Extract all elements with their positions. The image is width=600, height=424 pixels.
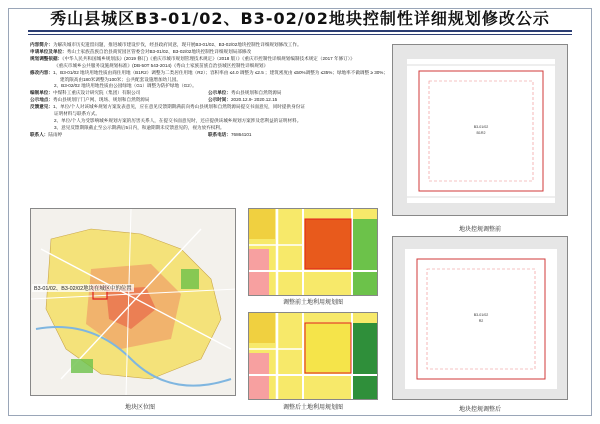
notice-line-text: 中煤科工重庆设计研究院（集团）有限公司 [52, 90, 141, 96]
notice-line-label: 反馈意见： [30, 104, 53, 110]
notice-contact-row [30, 132, 398, 139]
before-plot-code: B3-01/02 [473, 125, 489, 129]
notice-line [30, 56, 398, 63]
location-map-caption: 地块区位图 [124, 405, 155, 411]
location-position-label: B3-01/02、B3-02/02地块在城区中的位置 [34, 286, 132, 292]
notice-feedback-line [30, 104, 398, 111]
notice-line [30, 42, 398, 49]
notice-text-block [30, 42, 398, 139]
notice-feedback-line [30, 118, 398, 125]
notice-org-row [30, 90, 398, 97]
notice-line-text: 3、意见反馈期限截止至公示期满后5日内，和逾期期未反馈意见的，视为放弃权利。 [54, 124, 225, 130]
notice-line-text: 为解决城市历史遗留问题，推进城市建设步伐，经县政府同意，现开展B3-01/02、B3-02/02地块控制性详细规划修改工作。 [52, 42, 302, 47]
notice-line-label: 公示单位： [208, 90, 231, 96]
notice-place-row [30, 97, 398, 104]
before-control-map [392, 44, 568, 216]
notice-line-label: 修改内容： [30, 69, 53, 75]
notice-line [30, 70, 398, 77]
notice-line-text: 陆雨婷 [48, 131, 63, 137]
title-rule [28, 30, 572, 32]
title-bar [0, 0, 600, 32]
notice-line-label: 公示时间： [208, 97, 231, 103]
after-plot-use: R2 [478, 319, 484, 323]
notice-line-label: 规划调整依据： [30, 55, 63, 61]
notice-feedback-line [30, 111, 398, 118]
notice-line-text: 建筑限高由180米调整为100米；公共配套设施增加幼儿园。 [60, 76, 181, 82]
notice-line-label: 编制单位： [30, 90, 53, 96]
location-map-panel [30, 208, 236, 396]
notice-line-text: 秀山县规划厅门户网、现场、规划和自然资源局 [52, 97, 150, 103]
notice-line [30, 77, 398, 84]
notice-line-text: 1、B3-01/02 地块用地性质由商住用地（B1R2）调整为二类居住用地（R2）；容积率由 ≤4.0 调整为 ≤2.5 ；建筑密度由 ≤50%调整为 ≤35%；绿地率不做调整 ≥ 30%； [52, 69, 388, 75]
notice-feedback-line [30, 125, 398, 132]
notice-line [30, 49, 398, 56]
notice-line-text: 《中华人民共和国城乡规划法》(2019 修订)《重庆市城市规划管理技术规定》（2018 版）》《重庆市控制性详细规划编制技术规定（2017 年修订）》 [62, 55, 355, 61]
notice-line-label: 内容简介： [30, 42, 53, 47]
notice-line-text: 秀山土家族苗族自治县商贸园区管委会对B3-01/02、B3-02/02地块控制性详细规划局部修改 [66, 48, 252, 54]
notice-line [30, 63, 398, 70]
notice-line-text: 2、B3-02/02 地块用地性质由公园绿地（G1）调整为防护绿地（G2）。 [54, 83, 197, 89]
notice-line-text: 《重庆市城乡公共服务设施规划标准》(DB-50T 543-2014)《秀山土家族苗族自治县城区控制性详细规划》 [54, 62, 269, 68]
notice-line-label: 联系电话： [208, 131, 231, 137]
notice-line-text: 秀山县规划和自然资源局 [230, 90, 282, 96]
notice-line-label: 申请单位及单位： [30, 48, 67, 54]
notice-line-text: 2020.12.9- 2020.12.15 [230, 97, 278, 103]
notice-line-text: 2、单位/个人为受影响城乡规划方案的厉害关系人，在提交书面意见时，还应提供该城乡规划方案涉及您利益的证明材料。 [54, 117, 302, 123]
notice-line-text: 证明材料与联系方式。 [54, 111, 100, 117]
page-title: 秀山县城区B3-01/02、B3-02/02地块控制性详细规划修改公示 [50, 9, 550, 28]
after-control-map [392, 236, 568, 400]
notice-line-label: 公示地点： [30, 97, 53, 103]
before-plot-use: B1R2 [476, 131, 486, 135]
before-landuse-caption: 调整前土地利用规划图 [282, 300, 343, 306]
notice-line-text: 1、单位/个人对该城乡规划方案发表意见，应在意见反馈期期满前向秀山县规划和自然资源局提交书面意见，同时提供身份证 [52, 104, 305, 110]
after-plot-code: B3-01/02 [473, 313, 489, 317]
notice-line [30, 83, 398, 90]
after-landuse-caption: 调整后土地利用规划图 [282, 405, 343, 411]
title-rule-thin [28, 34, 572, 35]
notice-line-label: 联系人： [30, 131, 49, 137]
location-map-graphic [31, 209, 236, 396]
notice-line-text: 76864101 [230, 131, 252, 137]
before-landuse-map [248, 208, 378, 296]
after-landuse-map [248, 312, 378, 400]
before-control-caption: 地块控规调整前 [458, 227, 501, 233]
after-control-caption: 地块控规调整后 [458, 407, 501, 413]
